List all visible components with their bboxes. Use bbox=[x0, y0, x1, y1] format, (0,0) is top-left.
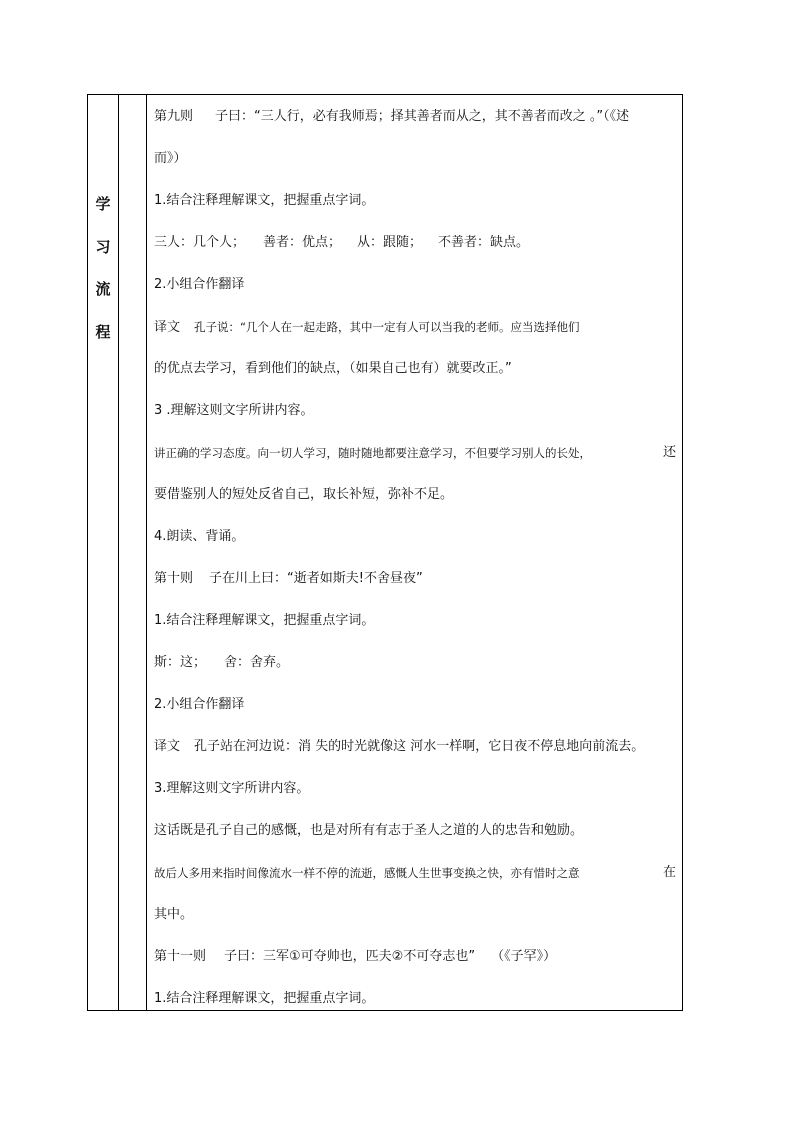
analysis-line: 其中。 bbox=[154, 907, 194, 922]
analysis-line: 故后人多用来指时间像流水一样不停的流逝，感慨人生世事变换之快，亦有惜时之意 在 bbox=[154, 865, 676, 880]
vocab-line: 三人：几个人； 善者：优点； 从：跟随； 不善者：缺点。 bbox=[154, 235, 530, 250]
step-1-heading: 1.结合注释理解课文，把握重点字词。 bbox=[154, 193, 375, 208]
step-3-heading: 3.理解这则文字所讲内容。 bbox=[154, 781, 310, 796]
lesson-table bbox=[87, 94, 683, 1011]
translation-line: 的优点去学习，看到他们的缺点，（如果自己也有）就要改正。” bbox=[154, 361, 512, 376]
section-label bbox=[88, 183, 118, 353]
section-label-char: 程 bbox=[95, 322, 111, 341]
column-divider bbox=[118, 95, 119, 1010]
step-1-heading: 1.结合注释理解课文，把握重点字词。 bbox=[154, 613, 375, 628]
analysis-line: 要借鉴别人的短处反省自己，取长补短，弥补不足。 bbox=[154, 487, 454, 502]
section-label-char: 学 bbox=[95, 195, 111, 213]
column-divider bbox=[146, 95, 147, 1010]
passage-9-header: 第九则 子曰：“三人行，必有我师焉；择其善者而从之，其不善者而改之 。”（《述 bbox=[154, 109, 630, 124]
analysis-line: 讲正确的学习态度。向一切人学习，随时随地都要注意学习，不但要学习别人的长处， 还 bbox=[154, 445, 676, 460]
passage-11-header: 第十一则 子曰：三军①可夺帅也，匹夫②不可夺志也” （《子罕》） bbox=[154, 949, 557, 964]
translation-line: 译文 孔子站在河边说：消 失的时光就像这 河水一样啊，它日夜不停息地向前流去。 bbox=[154, 739, 645, 754]
step-2-heading: 2.小组合作翻译 bbox=[154, 697, 245, 712]
step-1-heading: 1.结合注释理解课文，把握重点字词。 bbox=[154, 991, 375, 1006]
section-label-char: 习 bbox=[95, 237, 111, 256]
passage-10-header: 第十则 子在川上曰：“逝者如斯夫!不舍昼夜” bbox=[154, 571, 423, 586]
vocab-line: 斯：这； 舍：舍弃。 bbox=[154, 655, 290, 670]
analysis-line: 这话既是孔子自己的感慨，也是对所有有志于圣人之道的人的忠告和勉励。 bbox=[154, 823, 584, 838]
translation-line: 译文 孔子说：“几个人在一起走路，其中一定有人可以当我的老师。应当选择他们 bbox=[154, 320, 580, 335]
passage-9-source: 而》） bbox=[154, 151, 187, 166]
step-3-heading: 3 .理解这则文字所讲内容。 bbox=[154, 403, 314, 418]
step-2-heading: 2.小组合作翻译 bbox=[154, 277, 245, 292]
section-label-char: 流 bbox=[95, 280, 111, 298]
step-4-heading: 4.朗读、背诵。 bbox=[154, 529, 245, 544]
